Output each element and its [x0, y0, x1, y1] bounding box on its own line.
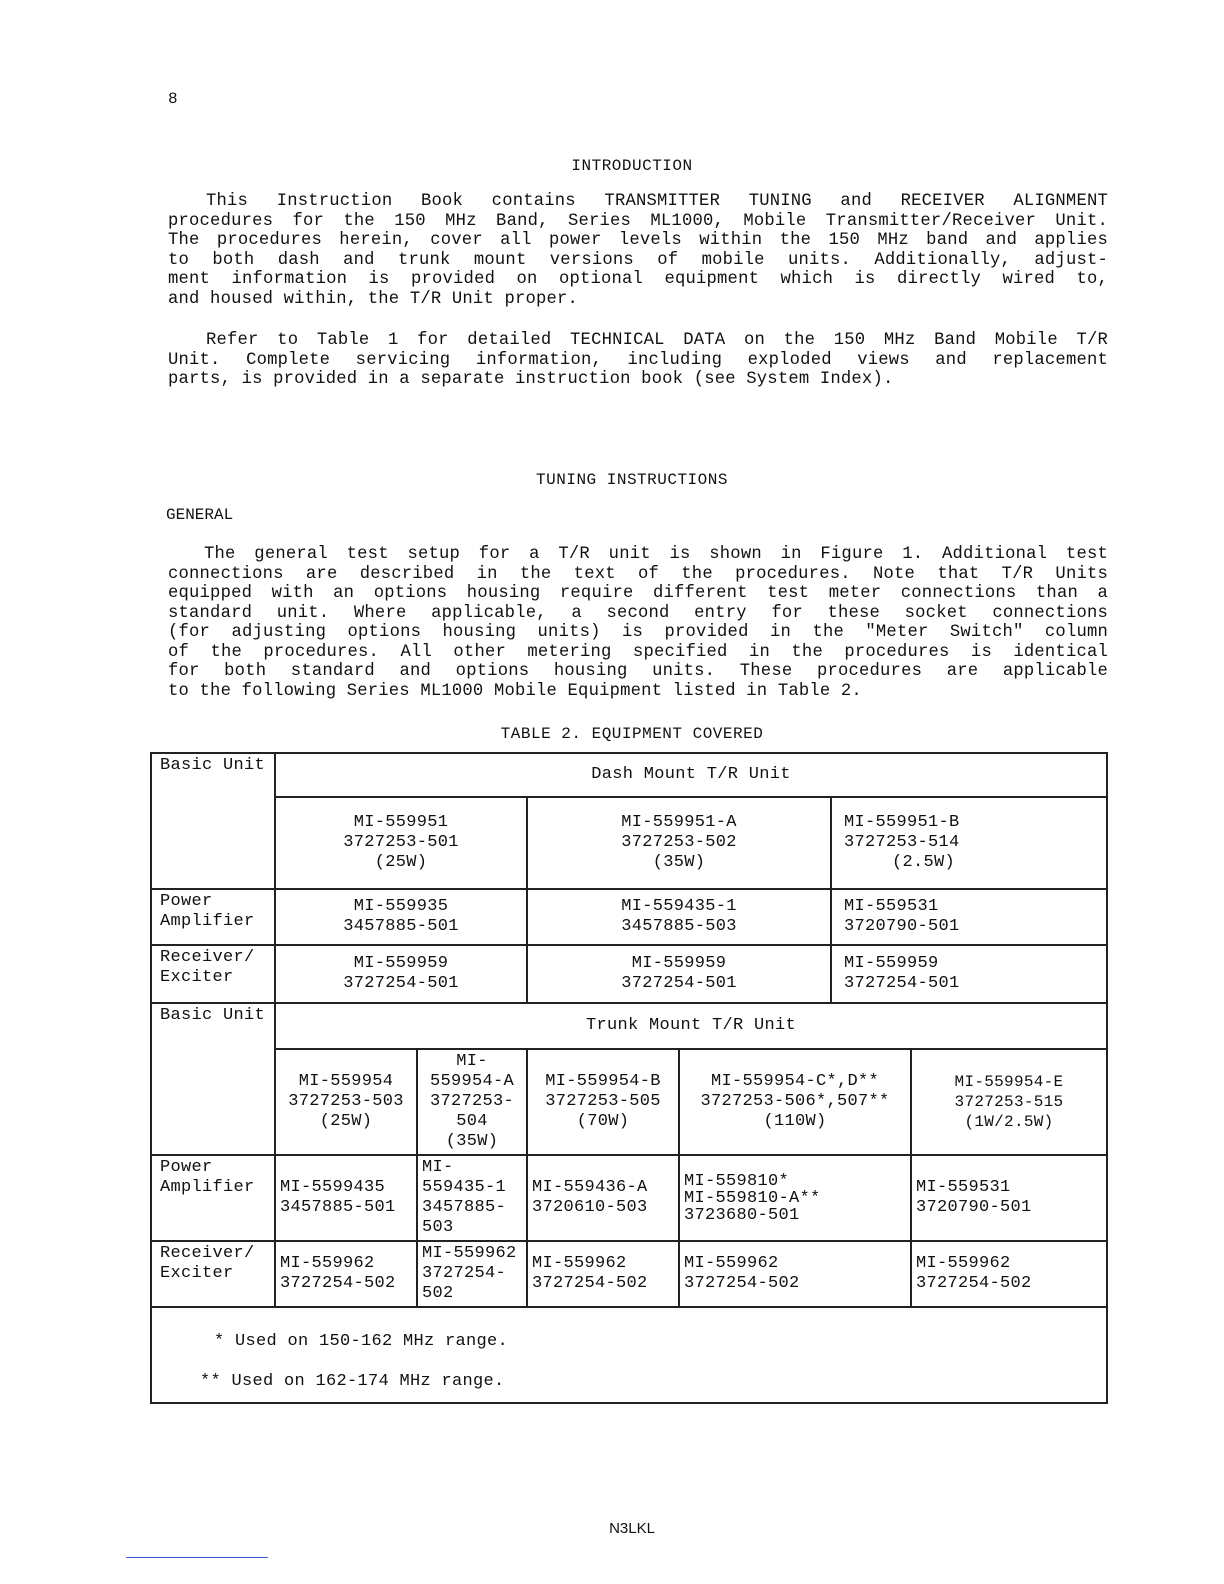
- footer-rule: [126, 1557, 268, 1558]
- dash-pa-cell: MI-559531 3720790-501: [831, 889, 1107, 945]
- dash-basic-unit-cell: MI-559951-A 3727253-502 (35W): [527, 797, 831, 889]
- trunk-pa-cell: MI-5599435 3457885-501: [275, 1155, 417, 1241]
- table-caption: TABLE 2. EQUIPMENT COVERED: [500, 725, 764, 743]
- dash-basic-unit-cell: MI-559951 3727253-501 (25W): [275, 797, 527, 889]
- equipment-covered-table: [150, 752, 1108, 1404]
- general-paragraph: The general test setup for a T/R unit is shown in Figure 1. Additional test connections are described in the text of the procedures. Note that T/R Units equipped with an options housing require different test meter connections than a standard unit. Where applicable, a second entry for these socket connections (for adjusting options housing units) is provided in the "Meter Switch" column of the procedures. All other metering specified in the procedures is identical for both standard and options housing units. These procedures are applicable to the following Series ML1000 Mobile Equipment listed in Table 2.: [168, 545, 1108, 701]
- trunk-basic-unit-cell: MI-559954-A 3727253-504 (35W): [417, 1049, 527, 1155]
- dash-header-row: [151, 753, 1107, 797]
- dash-power-amplifier-label: Power Amplifier: [151, 889, 275, 945]
- trunk-pa-cell: MI-559531 3720790-501: [911, 1155, 1107, 1241]
- trunk-rx-cell: MI-559962 3727254-502: [527, 1241, 679, 1307]
- trunk-receiver-row: [151, 1241, 1107, 1307]
- dash-mount-title: Dash Mount T/R Unit: [275, 753, 1107, 797]
- dash-receiver-label: Receiver/ Exciter: [151, 945, 275, 1003]
- dash-rx-cell: MI-559959 3727254-501: [831, 945, 1107, 1003]
- trunk-power-amplifier-label: Power Amplifier: [151, 1155, 275, 1241]
- trunk-receiver-label: Receiver/ Exciter: [151, 1241, 275, 1307]
- dash-rx-cell: MI-559959 3727254-501: [527, 945, 831, 1003]
- footnote-single-asterisk: * Used on 150-162 MHz range.: [214, 1332, 509, 1351]
- page-number: 8: [168, 90, 178, 108]
- dash-rx-cell: MI-559959 3727254-501: [275, 945, 527, 1003]
- trunk-basic-unit-cell: MI-559954-B 3727253-505 (70W): [527, 1049, 679, 1155]
- trunk-mount-title: Trunk Mount T/R Unit: [275, 1003, 1107, 1049]
- trunk-power-amplifier-row: [151, 1155, 1107, 1241]
- trunk-pa-cell: MI-559436-A 3720610-503: [527, 1155, 679, 1241]
- introduction-heading: INTRODUCTION: [571, 157, 693, 175]
- general-subheading: GENERAL: [166, 506, 234, 524]
- dash-pa-cell: MI-559935 3457885-501: [275, 889, 527, 945]
- dash-pa-cell: MI-559435-1 3457885-503: [527, 889, 831, 945]
- dash-basic-unit-cell: MI-559951-B 3727253-514 (2.5W): [831, 797, 1107, 889]
- dash-basic-units-row: [151, 797, 1107, 889]
- intro-paragraph-1: This Instruction Book contains TRANSMITTER TUNING and RECEIVER ALIGNMENT procedures for the 150 MHz Band, Series ML1000, Mobile Transmitter/Receiver Unit. The procedures herein, cover all power levels within the 150 MHz band and applies to both dash and trunk mount versions of mobile units. Additionally, adjust- ment information is provided on optional equipment which is directly wired to, and housed within, the T/R Unit proper.: [168, 192, 1108, 309]
- trunk-pa-cell: MI-559810* MI-559810-A** 3723680-501: [679, 1155, 911, 1241]
- footnote-double-asterisk: ** Used on 162-174 MHz range.: [200, 1372, 505, 1391]
- dash-receiver-row: [151, 945, 1107, 1003]
- trunk-basic-unit-label: Basic Unit: [151, 1003, 275, 1155]
- dash-basic-unit-label: Basic Unit: [151, 753, 275, 889]
- trunk-rx-cell: MI-559962 3727254-502: [911, 1241, 1107, 1307]
- trunk-basic-unit-cell: MI-559954 3727253-503 (25W): [275, 1049, 417, 1155]
- notes-row: [151, 1307, 1107, 1403]
- trunk-header-row: [151, 1003, 1107, 1049]
- trunk-basic-units-row: [151, 1049, 1107, 1155]
- trunk-pa-cell: MI-559435-1 3457885-503: [417, 1155, 527, 1241]
- footer-code: N3LKL: [609, 1520, 655, 1537]
- trunk-rx-cell: MI-559962 3727254-502: [417, 1241, 527, 1307]
- trunk-basic-unit-cell: MI-559954-C*,D** 3727253-506*,507** (110W): [679, 1049, 911, 1155]
- intro-paragraph-2: Refer to Table 1 for detailed TECHNICAL DATA on the 150 MHz Band Mobile T/R Unit. Complete servicing information, including exploded views and replacement parts, is provided in a separate instruction book (see System Index).: [168, 331, 1108, 389]
- tuning-instructions-heading: TUNING INSTRUCTIONS: [536, 471, 728, 489]
- trunk-basic-unit-cell: MI-559954-E 3727253-515 (1W/2.5W): [911, 1049, 1107, 1155]
- trunk-rx-cell: MI-559962 3727254-502: [275, 1241, 417, 1307]
- dash-power-amplifier-row: [151, 889, 1107, 945]
- trunk-rx-cell: MI-559962 3727254-502: [679, 1241, 911, 1307]
- footnotes: [151, 1307, 1107, 1403]
